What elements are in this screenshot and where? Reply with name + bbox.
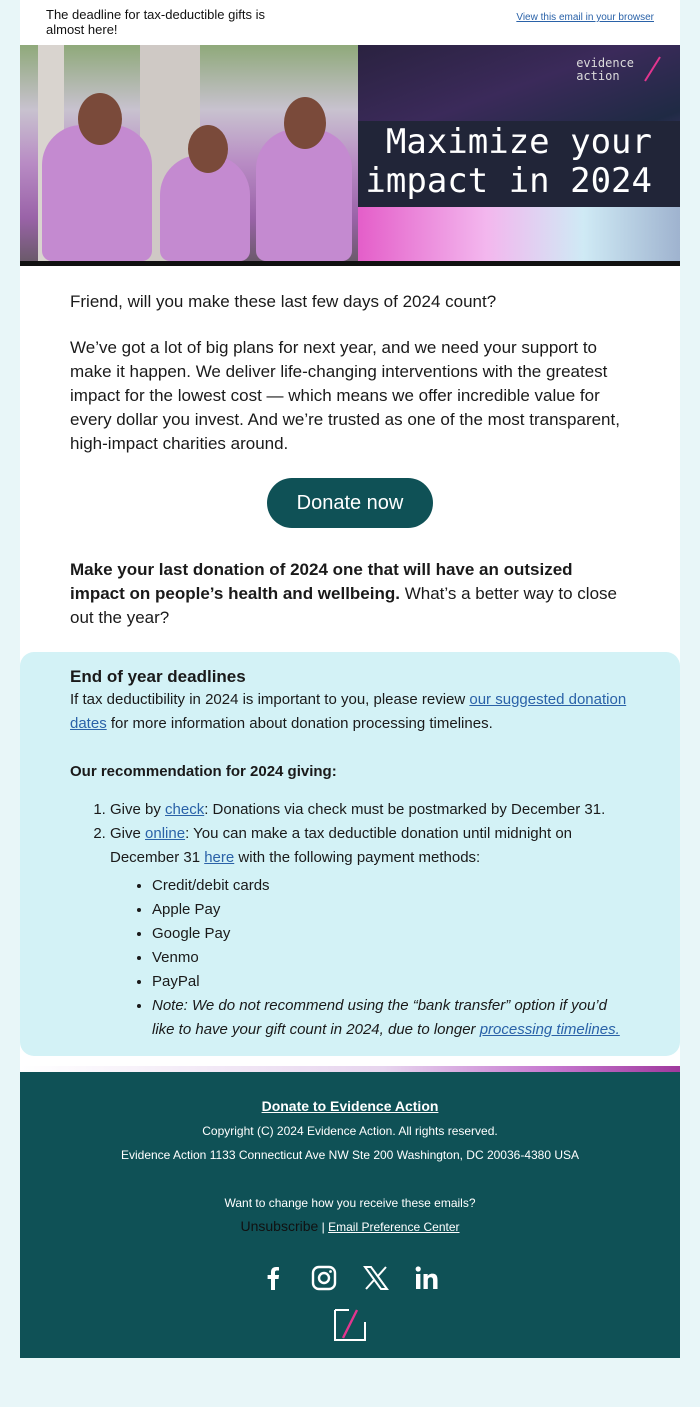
- preheader-text: The deadline for tax-deductible gifts is almost here!: [46, 7, 265, 37]
- email-container: [20, 0, 680, 1358]
- logo-line-1: evidence: [576, 56, 634, 70]
- evidence-action-logo: [576, 57, 634, 83]
- copyright-text: Copyright (C) 2024 Evidence Action. All rights reserved.: [202, 1124, 498, 1138]
- payment-method-item: • Apple Pay: [152, 898, 630, 922]
- change-prompt: Want to change how you receive these emails?: [224, 1196, 476, 1210]
- closing-bold: Make your last donation of 2024 one that will have an outsized impact on people’s health and wellbeing.: [70, 560, 573, 603]
- unsubscribe-row: Unsubscribe | Email Preference Center: [240, 1218, 460, 1234]
- donate-footer-link[interactable]: Donate to Evidence Action: [261, 1098, 439, 1114]
- social-links: [20, 1262, 680, 1294]
- hero-banner[interactable]: [20, 45, 680, 266]
- greeting: Friend, will you make these last few days of 2024 count?: [70, 292, 497, 311]
- check-link[interactable]: check: [165, 801, 205, 818]
- hero-photo: [20, 45, 358, 261]
- linkedin-icon[interactable]: [411, 1262, 443, 1294]
- payment-method-item: • Credit/debit cards: [152, 874, 630, 898]
- footer: [20, 1072, 680, 1358]
- email-body: [20, 266, 680, 630]
- payment-method-item: • PayPal: [152, 970, 630, 994]
- footer-logo-icon: [333, 1308, 367, 1342]
- instagram-icon[interactable]: [308, 1262, 340, 1294]
- bank-transfer-note: • Note: We do not recommend using the “bank transfer” option if you’d like to have your gift count in 2024, due to longer processing timelines.: [152, 994, 630, 1042]
- footer-stripe: [20, 1066, 680, 1072]
- x-twitter-icon[interactable]: [360, 1262, 392, 1294]
- deadlines-section: [20, 652, 680, 1056]
- hero-headline: Maximize your impact in 2024: [365, 122, 652, 201]
- processing-timelines-link[interactable]: processing timelines.: [479, 1021, 620, 1038]
- closing-rest: What’s a better way to close out the year?: [70, 584, 617, 627]
- facebook-icon[interactable]: [257, 1262, 289, 1294]
- list-item: 2. Give online: You can make a tax deductible donation until midnight on December 31 here with the following payment methods: • Credit/debit cards • Apple Pay • Google Pay • Venmo • PayPal • Note: We do not recommend using the “bank transfer” option if you’d like to have your gift count in 2024, due to longer processing timelines.: [110, 822, 630, 1042]
- suggested-dates-link[interactable]: our suggested donation dates: [70, 691, 627, 732]
- address-text: Evidence Action 1133 Connecticut Ave NW Ste 200 Washington, DC 20036-4380 USA: [120, 1148, 580, 1162]
- preheader: [20, 0, 680, 45]
- deadlines-title: End of year deadlines: [70, 667, 246, 686]
- recommendation-heading: Our recommendation for 2024 giving:: [70, 763, 337, 780]
- payment-method-item: • Google Pay: [152, 922, 630, 946]
- online-link[interactable]: online: [145, 825, 186, 842]
- view-in-browser-link[interactable]: View this email in your browser: [516, 12, 654, 23]
- unsubscribe-link[interactable]: Unsubscribe: [240, 1218, 319, 1234]
- logo-line-2: action: [576, 69, 620, 83]
- list-item: 1. Give by check: Donations via check must be postmarked by December 31.: [110, 798, 630, 822]
- donate-now-button[interactable]: Donate now: [267, 478, 434, 528]
- preference-center-link[interactable]: Email Preference Center: [328, 1220, 460, 1234]
- body-paragraph: We’ve got a lot of big plans for next year, and we need your support to make it happen. We deliver life-changing interventions with the greatest impact for the lowest cost — which means we offer incredible value for every dollar you invest. And we’re trusted as one of the most transparent, high-impact charities around.: [70, 338, 620, 453]
- recommendation-list: [70, 798, 630, 1042]
- closing-paragraph: [70, 558, 630, 630]
- deadlines-intro: If tax deductibility in 2024 is important to you, please review our suggested donation dates for more information about donation processing timelines.: [70, 691, 627, 732]
- logo-slash-icon: [642, 55, 662, 83]
- payment-methods-list: [110, 874, 630, 1042]
- payment-method-item: • Venmo: [152, 946, 630, 970]
- here-link[interactable]: here: [204, 849, 235, 866]
